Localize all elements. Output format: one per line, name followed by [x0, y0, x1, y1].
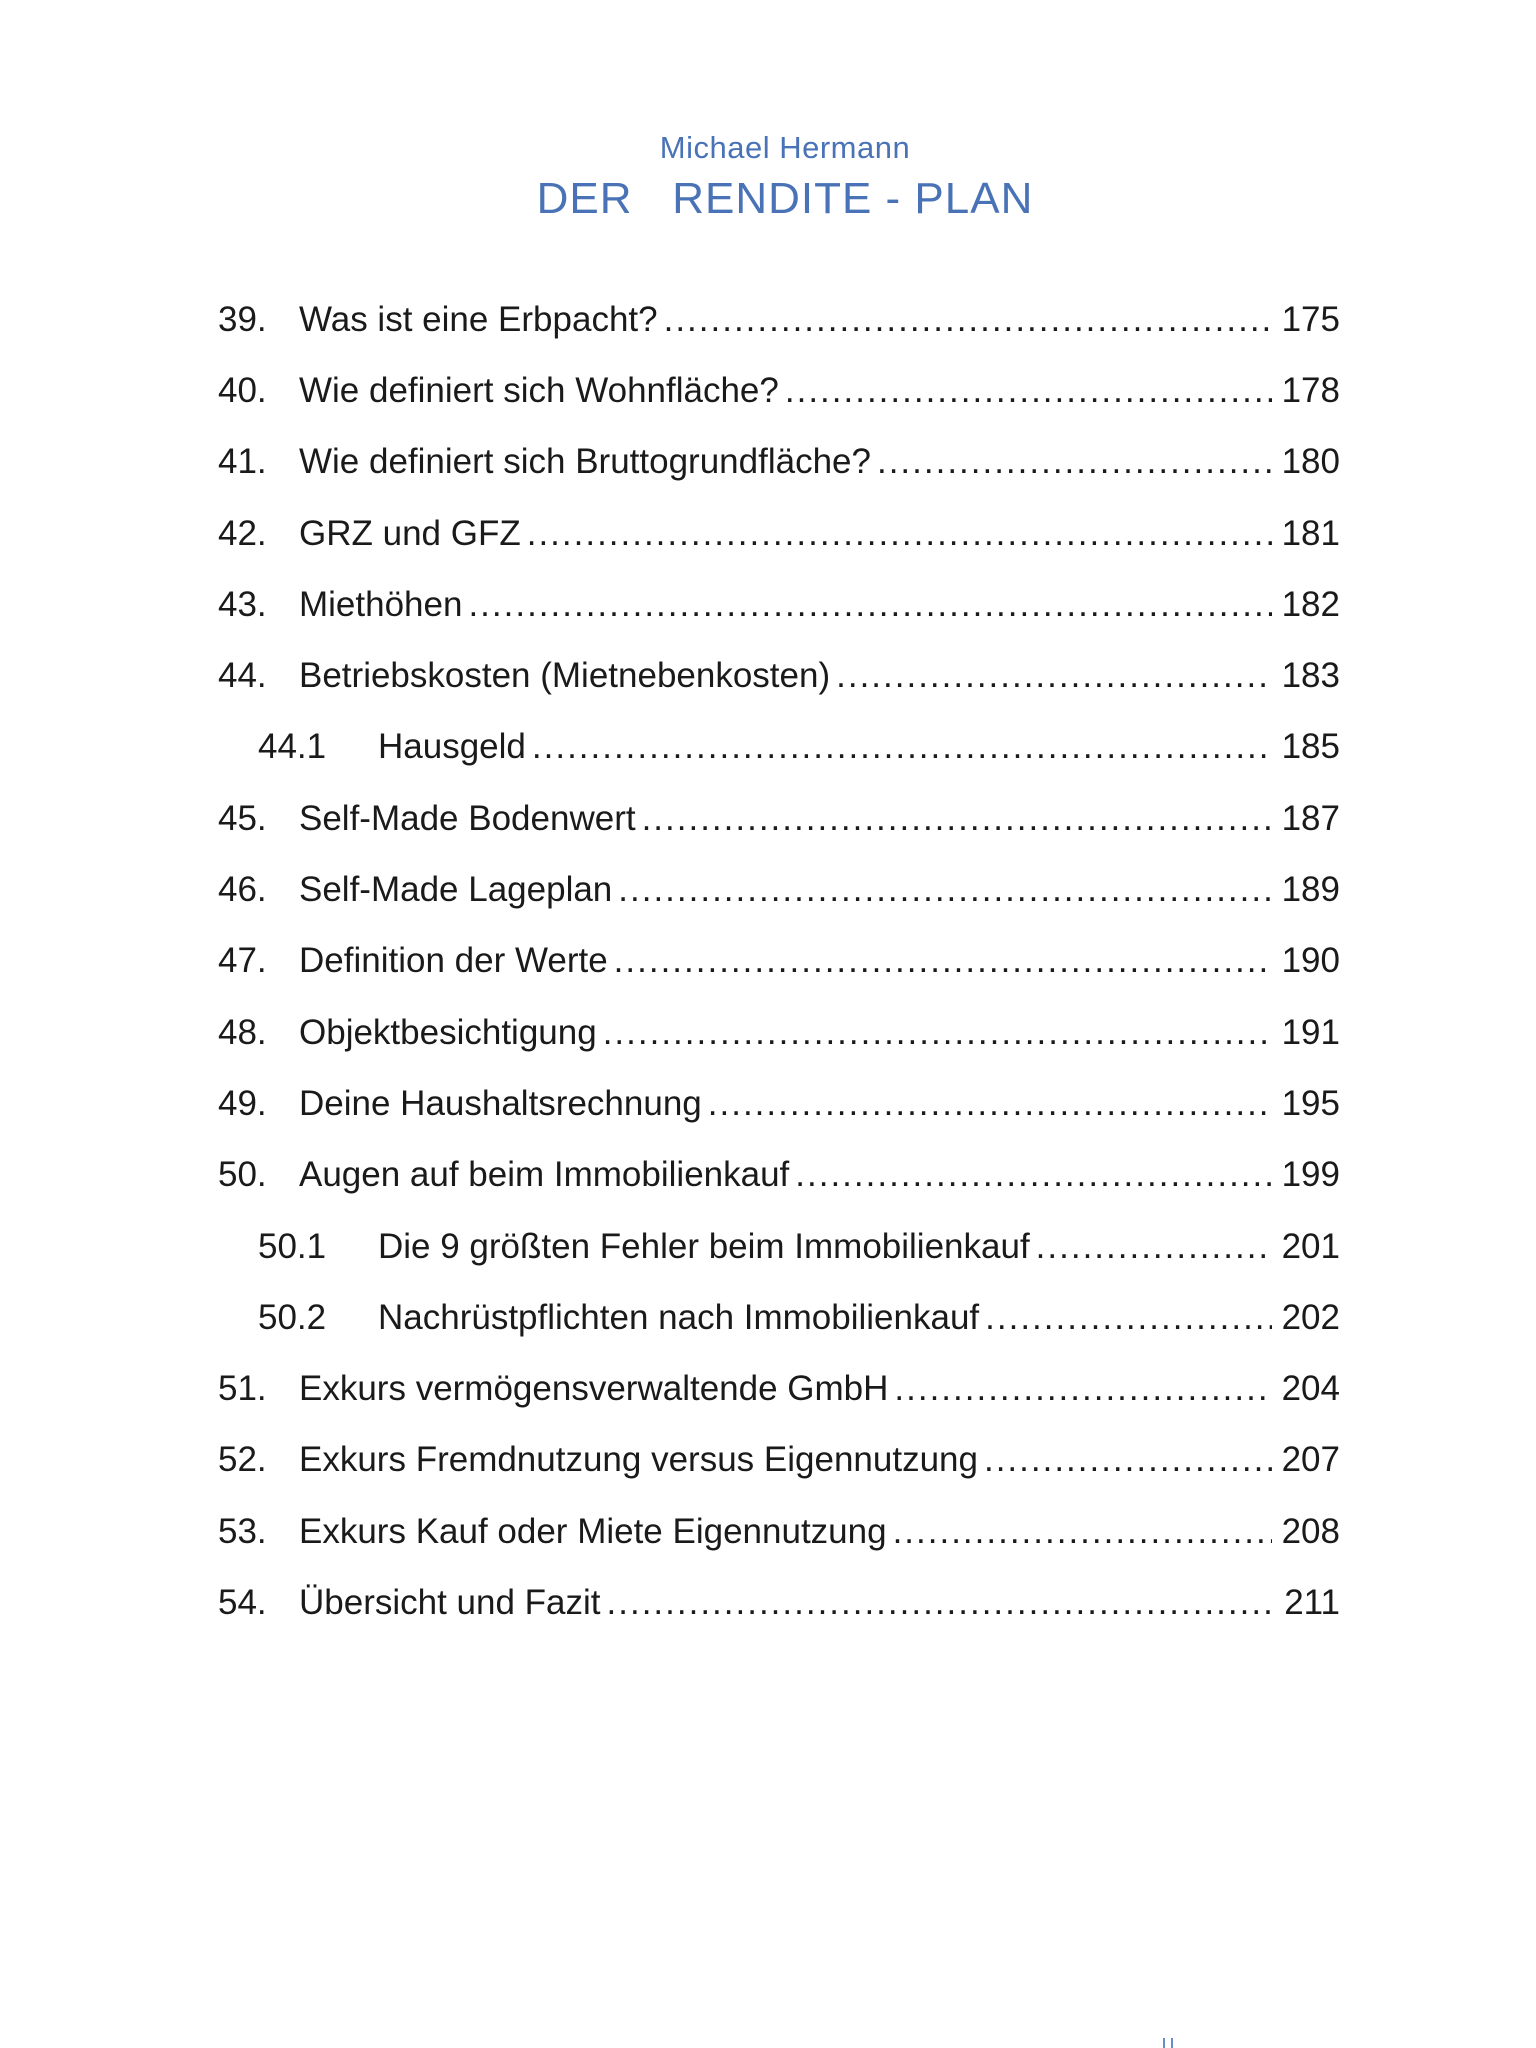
toc-entry[interactable]: [218, 427, 1340, 498]
toc-page-number: 180: [1281, 442, 1340, 482]
toc-entry-title: Exkurs Kauf oder Miete Eigennutzung: [299, 1511, 887, 1551]
toc-entry-number: 46.: [218, 870, 267, 910]
toc-entry[interactable]: [218, 1567, 1340, 1638]
toc-entry-number: 40.: [218, 370, 267, 410]
toc-page-number: 181: [1281, 513, 1340, 553]
toc-entry[interactable]: [218, 498, 1340, 569]
toc-entry-number: 44.: [218, 656, 267, 696]
toc-entry[interactable]: [218, 355, 1340, 426]
toc-entry-title: Exkurs vermögensverwaltende GmbH: [299, 1369, 889, 1409]
toc-dot-leader: [984, 1440, 1272, 1480]
toc-page-number: 202: [1281, 1297, 1340, 1337]
toc-entry[interactable]: [218, 284, 1340, 355]
toc-entry-number: 53.: [218, 1511, 267, 1551]
toc-dot-leader: [468, 585, 1272, 625]
toc-entry[interactable]: [218, 783, 1340, 854]
toc-dot-leader: [527, 514, 1272, 554]
toc-subentry[interactable]: [218, 1282, 1340, 1353]
toc-entry[interactable]: [218, 997, 1340, 1068]
toc-entry-title: Übersicht und Fazit: [299, 1582, 601, 1622]
toc-entry-title: Nachrüstpflichten nach Immobilienkauf: [378, 1297, 980, 1337]
toc-entry-number: 52.: [218, 1440, 267, 1480]
toc-dot-leader: [894, 1369, 1272, 1409]
toc-subentry[interactable]: [218, 1211, 1340, 1282]
toc-entry-number: 44.1: [258, 727, 327, 767]
toc-dot-leader: [614, 941, 1272, 981]
toc-entry[interactable]: [218, 1353, 1340, 1424]
toc-dot-leader: [607, 1583, 1272, 1623]
toc-entry-number: 48.: [218, 1012, 267, 1052]
toc-page-number: 199: [1281, 1155, 1340, 1195]
toc-entry-number: 43.: [218, 584, 267, 624]
toc-page-number: 189: [1281, 870, 1340, 910]
toc-entry-title: Miethöhen: [299, 584, 463, 624]
toc-entry[interactable]: [218, 854, 1340, 925]
author-name: Michael Hermann: [659, 130, 911, 165]
toc-entry-title: Was ist eine Erbpacht?: [299, 299, 658, 339]
toc-entry[interactable]: [218, 926, 1340, 997]
toc-page-number: 190: [1281, 941, 1340, 981]
toc-entry-number: 50.1: [258, 1226, 327, 1266]
toc-entry-title: Wie definiert sich Wohnfläche?: [299, 370, 779, 410]
toc-entry-title: GRZ und GFZ: [299, 513, 521, 553]
toc-entry-title: Die 9 größten Fehler beim Immobilienkauf: [378, 1226, 1030, 1266]
toc-entry-title: Self-Made Bodenwert: [299, 798, 636, 838]
toc-entry-title: Hausgeld: [378, 727, 526, 767]
page-header: [0, 128, 1536, 228]
toc-dot-leader: [795, 1155, 1272, 1195]
toc-dot-leader: [664, 300, 1272, 340]
toc-dot-leader: [985, 1298, 1272, 1338]
toc-entry-title: Wie definiert sich Bruttogrundfläche?: [299, 442, 871, 482]
toc-dot-leader: [893, 1512, 1272, 1552]
toc-dot-leader: [603, 1013, 1272, 1053]
toc-entry[interactable]: [218, 569, 1340, 640]
toc-entry-number: 51.: [218, 1369, 267, 1409]
toc-page-number: 183: [1281, 656, 1340, 696]
toc-page-number: 201: [1281, 1226, 1340, 1266]
toc-dot-leader: [877, 442, 1272, 482]
toc-page-number: 204: [1281, 1369, 1340, 1409]
toc-entry-number: 41.: [218, 442, 267, 482]
toc-entry-number: 54.: [218, 1582, 267, 1622]
toc-page-number: 191: [1281, 1012, 1340, 1052]
toc-entry-title: Objektbesichtigung: [299, 1012, 597, 1052]
toc-entry-number: 39.: [218, 299, 267, 339]
toc-entry-title: Definition der Werte: [299, 941, 608, 981]
toc-page-number: 182: [1281, 584, 1340, 624]
toc-entry-title: Deine Haushaltsrechnung: [299, 1083, 702, 1123]
toc-entry-number: 42.: [218, 513, 267, 553]
book-title: DER RENDITE - PLAN: [536, 174, 1034, 223]
toc-dot-leader: [785, 371, 1272, 411]
toc-entry-number: 50.2: [258, 1297, 327, 1337]
toc-page-number: 185: [1281, 727, 1340, 767]
toc-entry-title: Exkurs Fremdnutzung versus Eigennutzung: [299, 1440, 978, 1480]
toc-entry-number: 47.: [218, 941, 267, 981]
toc-entry-title: Augen auf beim Immobilienkauf: [299, 1155, 790, 1195]
table-of-contents: [218, 284, 1340, 1639]
toc-dot-leader: [642, 799, 1272, 839]
toc-dot-leader: [618, 870, 1272, 910]
toc-dot-leader: [1036, 1227, 1272, 1267]
toc-page-number: 195: [1281, 1083, 1340, 1123]
toc-entry[interactable]: [218, 640, 1340, 711]
toc-entry-number: 50.: [218, 1155, 267, 1195]
toc-page-number: 178: [1281, 370, 1340, 410]
toc-page-number: 207: [1281, 1440, 1340, 1480]
toc-entry[interactable]: [218, 1425, 1340, 1496]
toc-page-number: 211: [1284, 1582, 1340, 1622]
toc-dot-leader: [708, 1084, 1272, 1124]
toc-page-number: 187: [1281, 798, 1340, 838]
toc-entry[interactable]: [218, 1140, 1340, 1211]
toc-dot-leader: [836, 656, 1272, 696]
toc-entry[interactable]: [218, 1496, 1340, 1567]
toc-page-number: 175: [1281, 299, 1340, 339]
toc-entry-number: 45.: [218, 798, 267, 838]
toc-page-number: 208: [1281, 1511, 1340, 1551]
toc-entry[interactable]: [218, 1068, 1340, 1139]
toc-entry-title: Betriebskosten (Mietnebenkosten): [299, 656, 831, 696]
toc-dot-leader: [532, 727, 1272, 767]
toc-entry-title: Self-Made Lageplan: [299, 870, 613, 910]
page-corner-mark: [1163, 2038, 1173, 2048]
toc-subentry[interactable]: [218, 712, 1340, 783]
toc-entry-number: 49.: [218, 1083, 267, 1123]
